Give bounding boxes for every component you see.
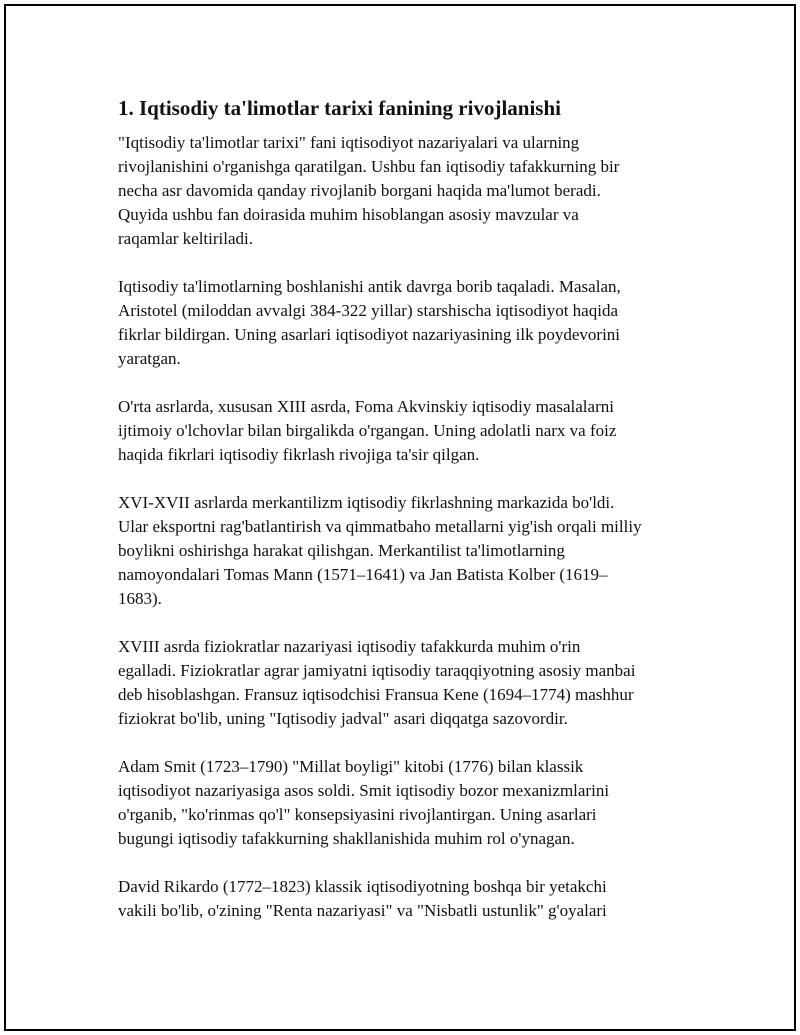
paragraph-line: ijtimoiy o'lchovlar bilan birgalikda o'rgangan. Uning adolatli narx va foiz <box>118 421 617 440</box>
paragraph-line: rivojlanishini o'rganishga qaratilgan. Ushbu fan iqtisodiy tafakkurning bir <box>118 157 620 176</box>
paragraph-line: raqamlar keltiriladi. <box>118 229 253 248</box>
paragraph-line: XVIII asrda fiziokratlar nazariyasi iqtisodiy tafakkurda muhim o'rin <box>118 637 581 656</box>
paragraph-line: yaratgan. <box>118 349 181 368</box>
paragraph-line: haqida fikrlari iqtisodiy fikrlash rivojiga ta'sir qilgan. <box>118 445 480 464</box>
paragraph-line: O'rta asrlarda, xususan XIII asrda, Foma Akvinskiy iqtisodiy masalalarni <box>118 397 614 416</box>
paragraph-line: Adam Smit (1723–1790) "Millat boyligi" kitobi (1776) bilan klassik <box>118 757 584 776</box>
paragraph-line: vakili bo'lib, o'zining "Renta nazariyasi" va "Nisbatli ustunlik" g'oyalari <box>118 901 607 920</box>
body-paragraph <box>118 875 698 923</box>
body-paragraph <box>118 275 698 371</box>
paragraph-line: iqtisodiyot nazariyasiga asos soldi. Smit iqtisodiy bozor mexanizmlarini <box>118 781 610 800</box>
paragraph-line: bugungi iqtisodiy tafakkurning shakllanishida muhim rol o'ynagan. <box>118 829 575 848</box>
paragraph-line: David Rikardo (1772–1823) klassik iqtisodiyotning boshqa bir yetakchi <box>118 877 607 896</box>
paragraph-line: fiziokrat bo'lib, uning "Iqtisodiy jadval" asari diqqatga sazovordir. <box>118 709 568 728</box>
paragraph-line: Quyida ushbu fan doirasida muhim hisoblangan asosiy mavzular va <box>118 205 579 224</box>
paragraph-line: namoyondalari Tomas Mann (1571–1641) va Jan Batista Kolber (1619– <box>118 565 608 584</box>
paragraph-line: Iqtisodiy ta'limotlarning boshlanishi antik davrga borib taqaladi. Masalan, <box>118 277 621 296</box>
paragraph-line: boylikni oshirishga harakat qilishgan. Merkantilist ta'limotlarning <box>118 541 565 560</box>
body-paragraph <box>118 755 698 851</box>
body-paragraph <box>118 131 698 251</box>
paragraph-list <box>118 131 698 923</box>
paragraph-line: Aristotel (miloddan avvalgi 384-322 yillar) starshischa iqtisodiyot haqida <box>118 301 618 320</box>
paragraph-line: egalladi. Fiziokratlar agrar jamiyatni iqtisodiy taraqqiyotning asosiy manbai <box>118 661 636 680</box>
paragraph-line: o'rganib, "ko'rinmas qo'l" konsepsiyasini rivojlantirgan. Uning asarlari <box>118 805 597 824</box>
paragraph-line: "Iqtisodiy ta'limotlar tarixi" fani iqtisodiyot nazariyalari va ularning <box>118 133 580 152</box>
paragraph-line: fikrlar bildirgan. Uning asarlari iqtisodiyot nazariyasining ilk poydevorini <box>118 325 621 344</box>
paragraph-line: deb hisoblashgan. Fransuz iqtisodchisi Fransua Kene (1694–1774) mashhur <box>118 685 634 704</box>
paragraph-line: necha asr davomida qanday rivojlanib borgani haqida ma'lumot beradi. <box>118 181 601 200</box>
body-paragraph <box>118 491 698 611</box>
section-heading: 1. Iqtisodiy ta'limotlar tarixi fanining rivojlanishi <box>118 96 561 120</box>
paragraph-line: Ular eksportni rag'batlantirish va qimmatbaho metallarni yig'ish orqali milliy <box>118 517 642 536</box>
paragraph-line: XVI-XVII asrlarda merkantilizm iqtisodiy fikrlashning markazida bo'ldi. <box>118 493 615 512</box>
document-body <box>118 95 698 947</box>
body-paragraph <box>118 635 698 731</box>
paragraph-line: 1683). <box>118 589 162 608</box>
body-paragraph <box>118 395 698 467</box>
